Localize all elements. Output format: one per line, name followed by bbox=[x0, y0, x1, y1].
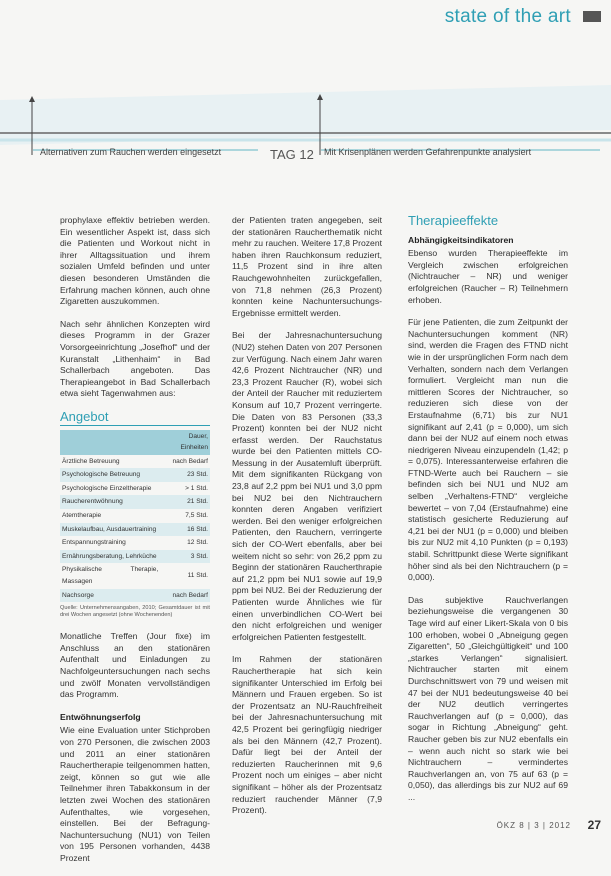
table-cell: Ärztliche Betreuung bbox=[62, 457, 120, 465]
table-cell: Physikalische Therapie, Massagen bbox=[62, 566, 159, 586]
dependency-indicators-subheading: Abhängigkeitsindikatoren bbox=[408, 234, 514, 245]
table-row bbox=[60, 455, 210, 469]
table-cell: nach Bedarf bbox=[172, 457, 208, 465]
col1-paragraph-3: Monatliche Treffen (Jour fixe) im Anschluss an den stationären Aufenthalt und Einladungen zu Nachfolgeuntersuchungen nach sechs und zwölf Monaten vervollständigen das Programm. bbox=[60, 631, 210, 700]
offer-heading: Angebot bbox=[60, 408, 109, 424]
table-cell: 7,5 Std. bbox=[185, 512, 208, 520]
therapy-effects-heading: Therapieeffekte bbox=[408, 213, 499, 228]
offer-table-header-cell: Dauer, Einheiten bbox=[160, 430, 210, 455]
col3-paragraph-1: Ebenso wurden Therapieeffekte im Vergleich zwischen erfolgreichen (Nichtraucher – NR) und weniger erfolgreichen (Raucher – R) Teilnehmern erhoben. bbox=[408, 248, 568, 305]
offer-table-header bbox=[60, 430, 210, 455]
offer-divider bbox=[60, 425, 210, 426]
table-source-note: Quelle: Unternehmensangaben, 2010; Gesamtdauer ist mit drei Wochen angesetzt (ohne Wochenenden) bbox=[60, 605, 210, 619]
table-cell: 3 Std. bbox=[160, 550, 210, 564]
table-row bbox=[60, 495, 210, 509]
table-row bbox=[60, 482, 210, 496]
table-row bbox=[60, 536, 210, 550]
table-row bbox=[60, 563, 210, 588]
table-cell: 11 Std. bbox=[187, 572, 208, 580]
table-cell: Psychologische Betreuung bbox=[60, 468, 160, 482]
table-cell: > 1 Std. bbox=[185, 484, 208, 492]
col3-paragraph-3: Das subjektive Rauchverlangen beziehungsweise die vergangenen 30 Tage wird auf einer Likert-Skala von 0 bis 100 erhoben, wobei 0 „Abneigung gegen Zigaretten“, 50 „Gleichgültigkeit“ und 100 „starkes Verlangen“ signalisiert. Nichtraucher starten mit einem Durchschnittswert von 79 und weisen mit 47 bei der NU1 bedeutungsweise 40 bei der NU2 deutlich verringertes Rauchverlangen auf (p = 0,000), das sogar in Richtung „Abneigung“ geht. Raucher geben bis zur NU2 ebenfalls ein – wenn auch nicht so stark wie bei Nichtrauchern – vermindertes Rauchverlangen an, von 75 auf 63 (p = 0,050), das allerdings bis zur NU2 auf 69 ... bbox=[408, 594, 568, 802]
table-cell: Psychologische Einzeltherapie bbox=[62, 484, 152, 492]
table-cell: Ernährungsberatung, Lehrküche bbox=[60, 550, 160, 564]
table-row bbox=[60, 468, 210, 482]
column-1 bbox=[60, 215, 210, 876]
table-cell: 16 Std. bbox=[160, 523, 210, 537]
col2-paragraph-3: Im Rahmen der stationären Rauchertherapie hat sich kein signifikanter Unterschied im Erfolg bei Männern und Frauen ergeben. So ist der Prozentsatz an NU-Rauchfreiheit bei der Jahresnachuntersuchung mit 42,5 Prozent bei geringfügig niedriger als bei den Männern (42,7 Prozent). Dafür liegt bei der Anteil der reduzierten Raucherinnen mit 9,6 Prozent noch um einiges – aber nicht signifikant – höher als der Prozentsatz reduziert rauchender Männer (7,9 Prozent). bbox=[232, 654, 382, 816]
col1-paragraph-4: Wie eine Evaluation unter Stichproben von 270 Personen, die zwischen 2003 und 2011 an einer stationären Rauchertherapie teilgenommen hatten, zeigt, können so gut wie alle Teilnehmer ihren Tabakkonsum in der letzten zwei Wochen des stationären Aufenthaltes, wie vorgesehen, einstellen. Bei der Befragung-Nachuntersuchung (NU1) von Teilen von 195 Personen vorhanden, 4438 Prozent bbox=[60, 725, 210, 863]
column-3 bbox=[408, 215, 568, 815]
col2-paragraph-1: der Patienten traten angegeben, seit der stationären Raucherthematik nicht mehr zu rauchen. Weitere 17,8 Prozent haben ihren Rauchkonsum reduziert, 11,5 Prozent sind in ihre alten Rauchgewohnheiten zurückgefallen, von 71,8 nehmen (26,3 Prozent) konnten keine Nachuntersuchungs-Ergebnisse ermittelt werden. bbox=[232, 215, 382, 318]
col2-paragraph-2: Bei der Jahresnachuntersuchung (NU2) stehen Daten von 207 Personen zur Verfügung. Nach einem Jahr waren 42,6 Prozent Nichtraucher (NR) und 23,3 Prozent Raucher (R), wobei sich der Anteil der Raucher mit reduziertem Konsum auf 10,7 Prozent verringerte. Die Daten von 83 Personen (33,3 Prozent) konnten bei der NU2 nicht erfasst werden. Der Rauchstatus wurde bei den Patienten mittels CO-Messung in der Ausatemluft überprüft. Mit dem signifikanten Rückgang von 23,8 auf 2,2 ppm bei NU1 und 3,0 ppm bei NU2 bei den Nichtrauchern konnten deren Angaben verifiziert werden. Bei den weniger erfolgreichen Patienten, den Rauchern, verringerte sich der CO-Wert ebenfalls, aber bei weitem nicht so sehr: von 26,2 ppm zu Beginn der stationären Raucherthrapie auf 21,2 ppm bei NU1 sowie auf 19,9 ppm bei NU2. Bei der Reduzierung der Patienten wurde Ähnliches wie für einen unverbindlichen CO-Wert bei den nicht erfolgreichen und weniger erfolgreichen Patienten festgestellt. bbox=[232, 330, 382, 642]
table-cell: Muskelaufbau, Ausdauertraining bbox=[60, 523, 160, 537]
table-row bbox=[60, 523, 210, 537]
table-cell: Atemtherapie bbox=[62, 512, 102, 520]
offer-table bbox=[60, 430, 210, 603]
issue-label: ÖKZ 8 | 3 | 2012 bbox=[496, 821, 571, 830]
col1-paragraph-1: prophylaxe effektiv betrieben werden. Ein wesentlicher Aspekt ist, dass sich die Patienten und Workout nicht in ihrer Alltagssituation und ihrem sozialen Umfeld befinden und unter diesen besonderen Umständen die Erfahrung machen können, auch ohne Zigaretten auszukommen. bbox=[60, 215, 210, 307]
table-cell: Raucherentwöhnung bbox=[60, 495, 160, 509]
table-row bbox=[60, 589, 210, 603]
timeline-right-note: Mit Krisenplänen werden Gefahrenpunkte analysiert bbox=[324, 147, 532, 157]
success-subheading: Entwöhnungserfolg bbox=[60, 711, 141, 722]
timeline-day-label: TAG 12 bbox=[270, 147, 314, 162]
header-marker bbox=[583, 11, 601, 22]
table-row bbox=[60, 550, 210, 564]
table-cell: Nachsorge bbox=[60, 589, 160, 603]
table-cell: nach Bedarf bbox=[160, 589, 210, 603]
page-number: 27 bbox=[587, 818, 601, 832]
page-header-title: state of the art bbox=[444, 6, 571, 27]
table-row bbox=[60, 509, 210, 523]
column-2 bbox=[232, 215, 382, 828]
col1-paragraph-2: Nach sehr ähnlichen Konzepten wird dieses Programm in der Grazer Vorsorgeeinrichtung „Josefhof“ und der Kuranstalt „Lithenhaim“ in Bad Schallerbach angeboten. Das Therapieangebot in Bad Schallerbach etwa sieht Tagenwahmen aus: bbox=[60, 318, 210, 399]
col3-paragraph-2: Für jene Patienten, die zum Zeitpunkt der Nachuntersuchungen komment (NR) sind, werden die Fragen des FTND nicht wie in der ursprünglichen Form nach dem Verhalten, sondern nach dem Verlangen formuliert. Vergleicht man nun die mittleren Scores der Nichtraucher, so reduzieren sich diese von der Erstaufnahme (6,71) bis zur NU1 signifikant auf 2,41 (p = 0,000), um sich dann bei der NU2 auf einem noch etwas niedrigeren Niveau einzupendeln (1,42; p = 0,075). Interessanterweise erfahren die FTND-Werte auch bei Rauchern – sie befinden sich bei NU1 und NU2 am selben „Verhaltens-FTND“ vergleiche bewertet – von 7,04 (Erstaufnahme) eine statistisch gesicherte Reduzierung auf 4,21 bei der NU1 (p = 0,000) und bleiben bis zur NU2 mit 4,10 Punkten (p = 0,193) stabil. Schrittpunkt diese Werte signifikant höher sind als bei den Nichtrauchern (p = 0,000). bbox=[408, 317, 568, 583]
table-cell: 21 Std. bbox=[160, 495, 210, 509]
timeline-left-note: Alternativen zum Rauchen werden eingesetzt bbox=[40, 147, 222, 157]
table-cell: 12 Std. bbox=[187, 539, 208, 547]
table-cell: 23 Std. bbox=[160, 468, 210, 482]
table-cell: Entspannungstraining bbox=[62, 539, 126, 547]
offer-table-header-cell bbox=[60, 430, 160, 455]
